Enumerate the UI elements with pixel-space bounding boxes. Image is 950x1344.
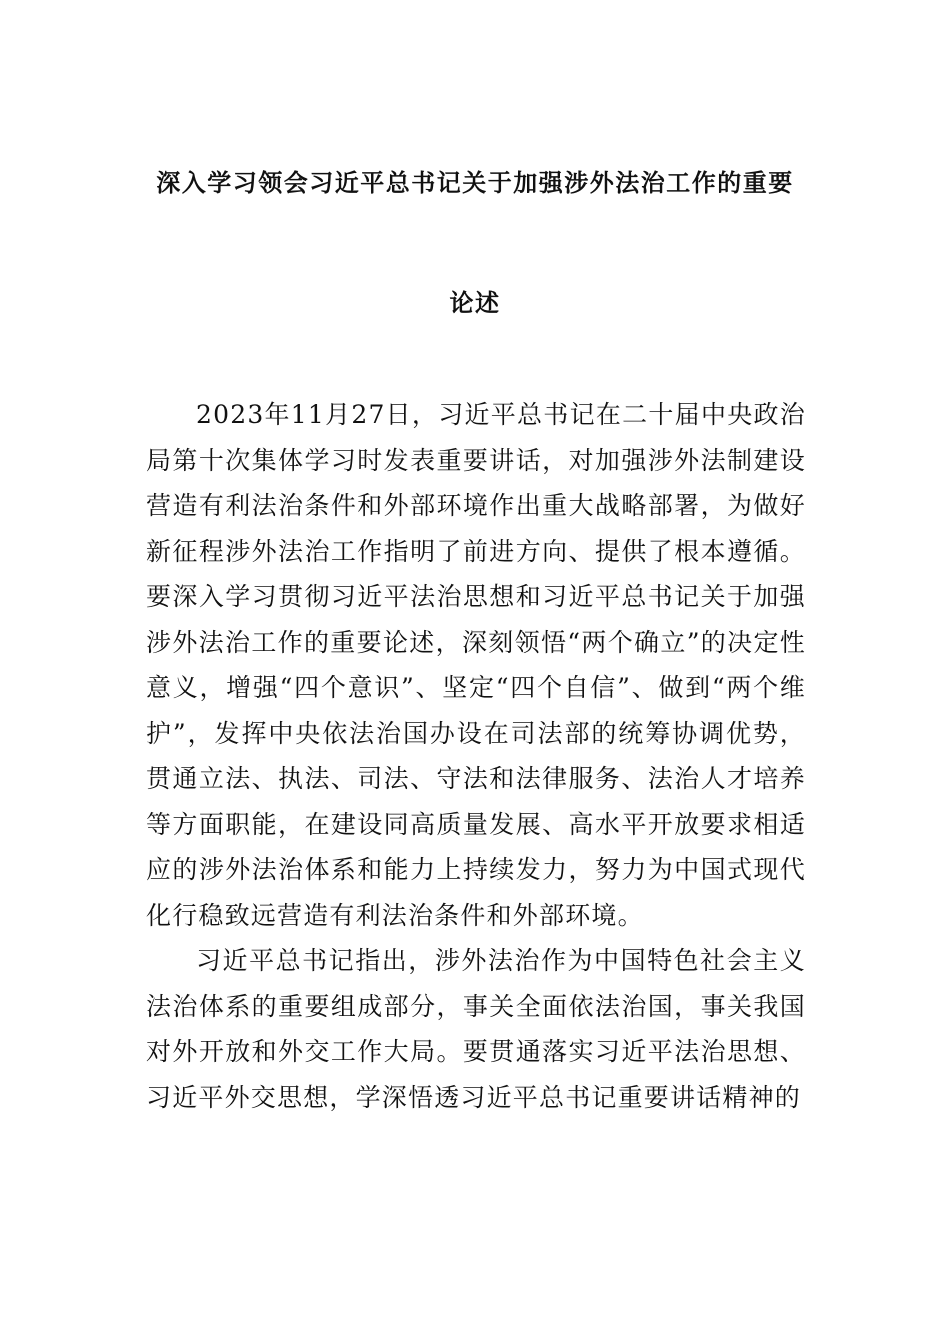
document-body bbox=[146, 392, 806, 1120]
document-title-line-1: 深入学习领会习近平总书记关于加强涉外法治工作的重要 bbox=[156, 169, 794, 197]
document-title-line-2: 论述 bbox=[449, 289, 501, 317]
paragraph-1: 2023年11月27日，习近平总书记在二十届中央政治局第十次集体学习时发表重要讲话，对加强涉外法制建设营造有利法治条件和外部环境作出重大战略部署，为做好新征程涉外法治工作指明了前进方向、提供了根本遵循。要深入学习贯彻习近平法治思想和习近平总书记关于加强涉外法治工作的重要论述，深刻领悟“两个确立”的决定性意义，增强“四个意识”、坚定“四个自信”、做到“两个维护”，发挥中央依法治国办设在司法部的统筹协调优势，贯通立法、执法、司法、守法和法律服务、法治人才培养等方面职能，在建设同高质量发展、高水平开放要求相适应的涉外法治体系和能力上持续发力，努力为中国式现代化行稳致远营造有利法治条件和外部环境。 bbox=[146, 400, 806, 930]
paragraph-2: 习近平总书记指出，涉外法治作为中国特色社会主义法治体系的重要组成部分，事关全面依法治国，事关我国对外开放和外交工作大局。要贯通落实习近平法治思想、习近平外交思想，学深悟透习近平总书记重要讲话精神的 bbox=[146, 946, 806, 1112]
